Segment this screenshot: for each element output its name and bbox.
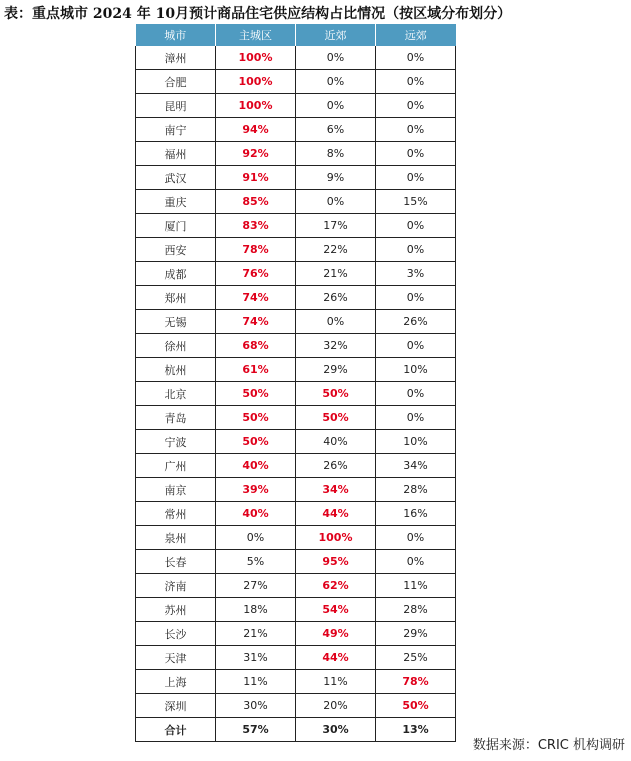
city-cell: 南宁 [136, 118, 216, 142]
city-cell: 天津 [136, 646, 216, 670]
city-cell: 重庆 [136, 190, 216, 214]
main-city-cell: 50% [216, 382, 296, 406]
table-row [136, 526, 456, 550]
near-suburb-cell: 6% [296, 118, 376, 142]
city-cell: 南京 [136, 478, 216, 502]
far-suburb-cell: 50% [376, 694, 456, 718]
far-suburb-cell: 16% [376, 502, 456, 526]
table-row [136, 70, 456, 94]
city-cell: 常州 [136, 502, 216, 526]
main-city-cell: 40% [216, 502, 296, 526]
far-suburb-cell: 10% [376, 358, 456, 382]
main-city-cell: 40% [216, 454, 296, 478]
main-city-cell: 74% [216, 286, 296, 310]
far-suburb-cell: 25% [376, 646, 456, 670]
table-row [136, 142, 456, 166]
total-near-suburb: 30% [296, 718, 376, 742]
far-suburb-cell: 0% [376, 166, 456, 190]
far-suburb-cell: 78% [376, 670, 456, 694]
far-suburb-cell: 10% [376, 430, 456, 454]
city-cell: 上海 [136, 670, 216, 694]
near-suburb-cell: 26% [296, 286, 376, 310]
near-suburb-cell: 49% [296, 622, 376, 646]
main-city-cell: 61% [216, 358, 296, 382]
table-row [136, 286, 456, 310]
supply-structure-table [135, 24, 456, 742]
far-suburb-cell: 3% [376, 262, 456, 286]
table-title: 表：重点城市 2024 年 10月预计商品住宅供应结构占比情况（按区域分布划分） [4, 6, 512, 22]
near-suburb-cell: 0% [296, 94, 376, 118]
table-row [136, 598, 456, 622]
far-suburb-cell: 34% [376, 454, 456, 478]
main-city-cell: 78% [216, 238, 296, 262]
table-row [136, 334, 456, 358]
city-cell: 青岛 [136, 406, 216, 430]
far-suburb-cell: 26% [376, 310, 456, 334]
main-city-cell: 100% [216, 94, 296, 118]
city-cell: 宁波 [136, 430, 216, 454]
city-cell: 郑州 [136, 286, 216, 310]
far-suburb-cell: 0% [376, 406, 456, 430]
far-suburb-cell: 0% [376, 94, 456, 118]
table-row [136, 622, 456, 646]
near-suburb-cell: 50% [296, 406, 376, 430]
far-suburb-cell: 11% [376, 574, 456, 598]
main-city-cell: 91% [216, 166, 296, 190]
table-row [136, 406, 456, 430]
total-far-suburb: 13% [376, 718, 456, 742]
main-city-cell: 0% [216, 526, 296, 550]
city-cell: 杭州 [136, 358, 216, 382]
table-row [136, 46, 456, 70]
far-suburb-cell: 0% [376, 142, 456, 166]
main-city-cell: 5% [216, 550, 296, 574]
table-row [136, 694, 456, 718]
near-suburb-cell: 100% [296, 526, 376, 550]
near-suburb-cell: 32% [296, 334, 376, 358]
table-row [136, 550, 456, 574]
far-suburb-cell: 0% [376, 70, 456, 94]
main-city-cell: 100% [216, 70, 296, 94]
far-suburb-cell: 0% [376, 382, 456, 406]
main-city-cell: 85% [216, 190, 296, 214]
main-city-cell: 27% [216, 574, 296, 598]
far-suburb-cell: 0% [376, 334, 456, 358]
near-suburb-cell: 0% [296, 310, 376, 334]
city-cell: 徐州 [136, 334, 216, 358]
table-row [136, 310, 456, 334]
main-city-cell: 68% [216, 334, 296, 358]
total-label: 合计 [136, 718, 216, 742]
city-cell: 广州 [136, 454, 216, 478]
near-suburb-cell: 44% [296, 646, 376, 670]
city-cell: 长春 [136, 550, 216, 574]
table-row [136, 190, 456, 214]
main-city-cell: 74% [216, 310, 296, 334]
table-row [136, 94, 456, 118]
table-row [136, 262, 456, 286]
near-suburb-cell: 29% [296, 358, 376, 382]
far-suburb-cell: 29% [376, 622, 456, 646]
main-city-cell: 50% [216, 430, 296, 454]
city-cell: 合肥 [136, 70, 216, 94]
total-main-city: 57% [216, 718, 296, 742]
table-row [136, 118, 456, 142]
city-cell: 长沙 [136, 622, 216, 646]
city-cell: 福州 [136, 142, 216, 166]
far-suburb-cell: 0% [376, 238, 456, 262]
city-cell: 成都 [136, 262, 216, 286]
main-city-cell: 83% [216, 214, 296, 238]
main-city-cell: 18% [216, 598, 296, 622]
near-suburb-cell: 62% [296, 574, 376, 598]
near-suburb-cell: 44% [296, 502, 376, 526]
far-suburb-cell: 0% [376, 46, 456, 70]
header-city: 城市 [136, 24, 216, 46]
table-row [136, 478, 456, 502]
table-row [136, 646, 456, 670]
city-cell: 苏州 [136, 598, 216, 622]
city-cell: 武汉 [136, 166, 216, 190]
far-suburb-cell: 0% [376, 526, 456, 550]
city-cell: 昆明 [136, 94, 216, 118]
main-city-cell: 31% [216, 646, 296, 670]
main-city-cell: 30% [216, 694, 296, 718]
data-source-note: 数据来源：CRIC 机构调研 [472, 738, 625, 753]
table-row [136, 670, 456, 694]
city-cell: 济南 [136, 574, 216, 598]
table-row [136, 454, 456, 478]
table-row [136, 166, 456, 190]
near-suburb-cell: 0% [296, 46, 376, 70]
near-suburb-cell: 8% [296, 142, 376, 166]
main-city-cell: 76% [216, 262, 296, 286]
city-cell: 无锡 [136, 310, 216, 334]
table-row [136, 358, 456, 382]
main-city-cell: 92% [216, 142, 296, 166]
near-suburb-cell: 50% [296, 382, 376, 406]
near-suburb-cell: 26% [296, 454, 376, 478]
city-cell: 北京 [136, 382, 216, 406]
near-suburb-cell: 54% [296, 598, 376, 622]
city-cell: 漳州 [136, 46, 216, 70]
main-city-cell: 50% [216, 406, 296, 430]
city-cell: 厦门 [136, 214, 216, 238]
near-suburb-cell: 21% [296, 262, 376, 286]
far-suburb-cell: 28% [376, 478, 456, 502]
table-row [136, 574, 456, 598]
city-cell: 泉州 [136, 526, 216, 550]
city-cell: 西安 [136, 238, 216, 262]
main-city-cell: 94% [216, 118, 296, 142]
far-suburb-cell: 28% [376, 598, 456, 622]
table-row [136, 214, 456, 238]
near-suburb-cell: 0% [296, 70, 376, 94]
near-suburb-cell: 95% [296, 550, 376, 574]
city-cell: 深圳 [136, 694, 216, 718]
table-row [136, 238, 456, 262]
table-row [136, 430, 456, 454]
far-suburb-cell: 15% [376, 190, 456, 214]
near-suburb-cell: 17% [296, 214, 376, 238]
near-suburb-cell: 40% [296, 430, 376, 454]
near-suburb-cell: 20% [296, 694, 376, 718]
near-suburb-cell: 22% [296, 238, 376, 262]
main-city-cell: 21% [216, 622, 296, 646]
near-suburb-cell: 0% [296, 190, 376, 214]
far-suburb-cell: 0% [376, 286, 456, 310]
header-near-suburb: 近郊 [296, 24, 376, 46]
far-suburb-cell: 0% [376, 550, 456, 574]
near-suburb-cell: 11% [296, 670, 376, 694]
main-city-cell: 11% [216, 670, 296, 694]
far-suburb-cell: 0% [376, 118, 456, 142]
near-suburb-cell: 9% [296, 166, 376, 190]
table-row [136, 382, 456, 406]
total-row [136, 718, 456, 742]
far-suburb-cell: 0% [376, 214, 456, 238]
header-main-city: 主城区 [216, 24, 296, 46]
main-city-cell: 39% [216, 478, 296, 502]
header-far-suburb: 远郊 [376, 24, 456, 46]
near-suburb-cell: 34% [296, 478, 376, 502]
table-row [136, 502, 456, 526]
table-header-row [136, 24, 456, 46]
main-city-cell: 100% [216, 46, 296, 70]
